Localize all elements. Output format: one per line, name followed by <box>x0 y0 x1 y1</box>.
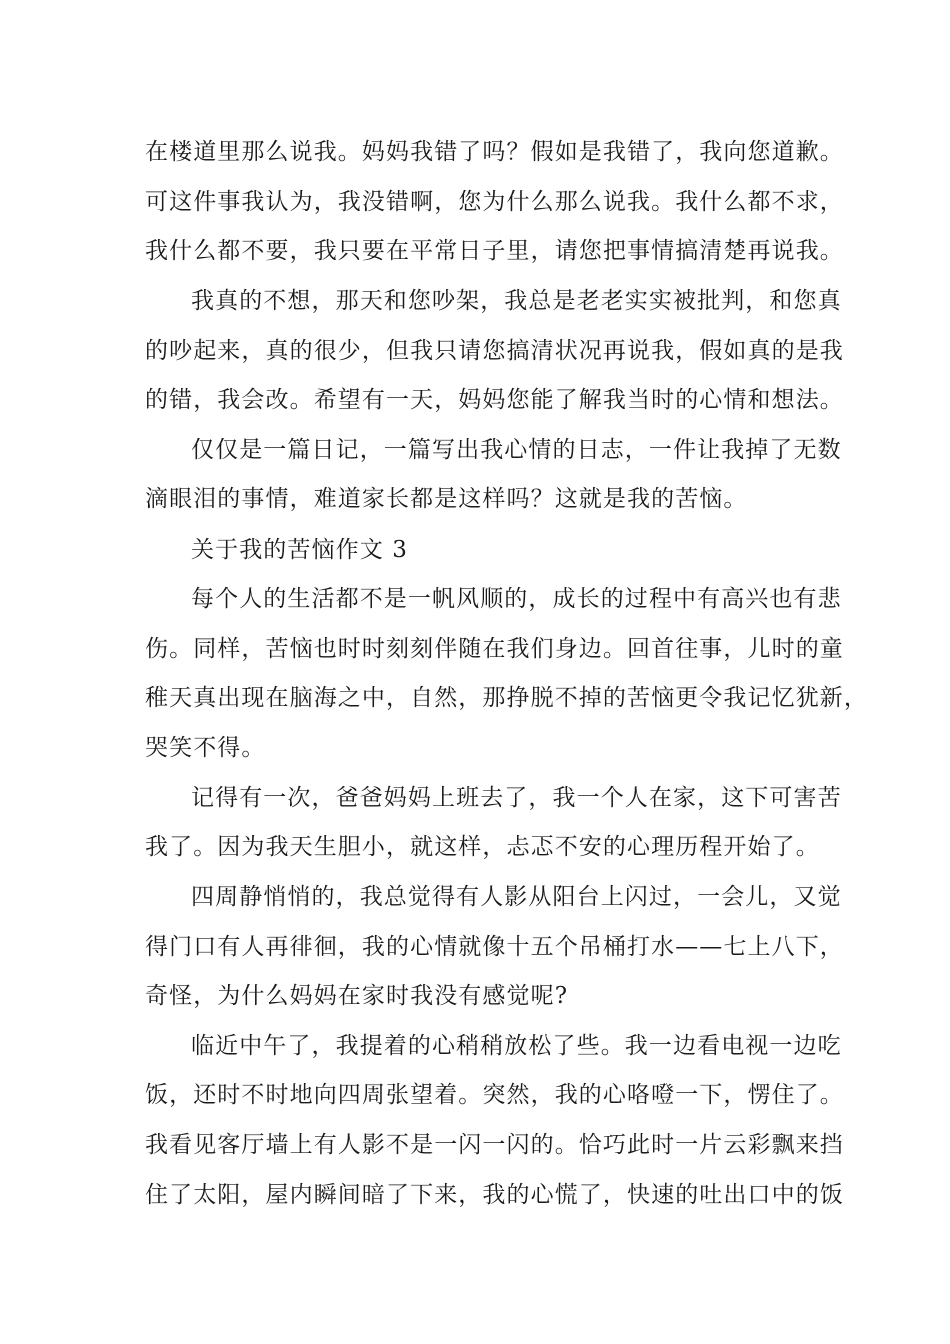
text-line: 我什么都不要，我只要在平常日子里，请您把事情搞清楚再说我。 <box>145 238 844 264</box>
paragraph-first-line: 临近中午了，我提着的心稍稍放松了些。我一边看电视一边吃 <box>191 1033 842 1059</box>
text-line: 可这件事我认为，我没错啊，您为什么那么说我。我什么都不求， <box>145 189 844 215</box>
text-line: 的吵起来，真的很少，但我只请您搞清状况再说我，假如真的是我 <box>145 338 844 364</box>
text-line: 住了太阳，屋内瞬间暗了下来，我的心慌了，快速的吐出口中的饭 <box>145 1182 844 1208</box>
text-line: 稚天真出现在脑海之中，自然，那挣脱不掉的苦恼更令我记忆犹新， <box>145 685 868 711</box>
text-line: 我看见客厅墙上有人影不是一闪一闪的。恰巧此时一片云彩飘来挡 <box>145 1132 844 1158</box>
paragraph-first-line: 每个人的生活都不是一帆风顺的，成长的过程中有高兴也有悲 <box>191 586 842 612</box>
section-heading: 关于我的苦恼作文 3 <box>191 537 408 563</box>
text-line: 饭，还时不时地向四周张望着。突然，我的心咯噔一下，愣住了。 <box>145 1082 844 1108</box>
paragraph-first-line: 我真的不想，那天和您吵架，我总是老老实实被批判，和您真 <box>191 288 842 314</box>
paragraph-first-line: 仅仅是一篇日记，一篇写出我心情的日志，一件让我掉了无数 <box>191 437 842 463</box>
text-line: 在楼道里那么说我。妈妈我错了吗？假如是我错了，我向您道歉。 <box>145 139 844 165</box>
text-line: 哭笑不得。 <box>145 735 266 761</box>
text-line: 得门口有人再徘徊，我的心情就像十五个吊桶打水——七上八下， <box>145 934 844 960</box>
text-line: 我了。因为我天生胆小，就这样，忐忑不安的心理历程开始了。 <box>145 834 820 860</box>
paragraph-first-line: 四周静悄悄的，我总觉得有人影从阳台上闪过，一会儿，又觉 <box>191 884 842 910</box>
paragraph-first-line: 记得有一次，爸爸妈妈上班去了，我一个人在家，这下可害苦 <box>191 785 842 811</box>
text-line: 伤。同样，苦恼也时时刻刻伴随在我们身边。回首往事，儿时的童 <box>145 636 844 662</box>
text-line: 奇怪，为什么妈妈在家时我没有感觉呢? <box>145 983 569 1009</box>
text-line: 滴眼泪的事情，难道家长都是这样吗？这就是我的苦恼。 <box>145 486 748 512</box>
text-line: 的错，我会改。希望有一天，妈妈您能了解我当时的心情和想法。 <box>145 387 844 413</box>
